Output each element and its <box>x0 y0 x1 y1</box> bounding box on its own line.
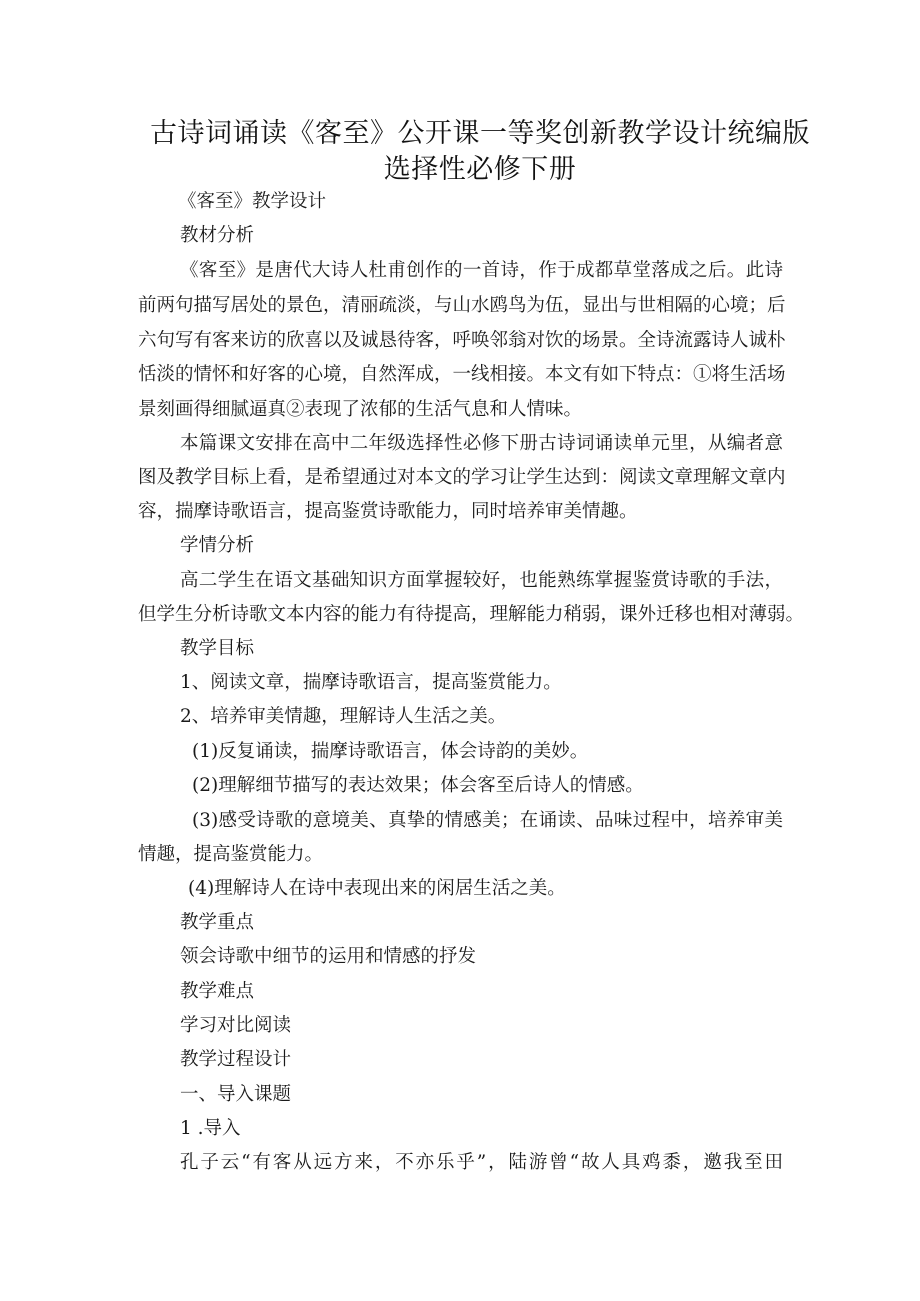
goal-subitem: (1)反复诵读，揣摩诗歌语言，体会诗韵的美妙。 <box>192 741 589 762</box>
paragraph-line: 容，揣摩诗歌语言，提高鉴赏诗歌能力，同时培养审美情趣。 <box>138 501 638 522</box>
section-heading-teaching-goals: 教学目标 <box>180 638 255 659</box>
paragraph-line: 学习对比阅读 <box>180 1015 292 1036</box>
goal-subitem-continued: 情趣，提高鉴赏能力。 <box>138 844 324 865</box>
section-heading-textbook-analysis: 教材分析 <box>180 225 255 246</box>
section-heading-difficulties: 教学难点 <box>180 981 255 1002</box>
document-title-line-2: 选择性必修下册 <box>383 154 577 185</box>
paragraph-line: 孔子云“有客从远方来，不亦乐乎”，陆游曾“故人具鸡黍，邀我至田 <box>180 1152 783 1173</box>
goal-subitem: (2)理解细节描写的表达效果；体会客至后诗人的情感。 <box>192 775 644 796</box>
document-title-line-1: 古诗词诵读《客至》公开课一等奖创新教学设计统编版 <box>150 118 810 149</box>
section-heading-key-points: 教学重点 <box>180 912 255 933</box>
goal-item: 2、培养审美情趣，理解诗人生活之美。 <box>180 706 507 727</box>
paragraph-line: 图及教学目标上看，是希望通过对本文的学习让学生达到：阅读文章理解文章内 <box>138 467 786 488</box>
doc-subtitle: 《客至》教学设计 <box>178 191 327 212</box>
paragraph-line: 六句写有客来访的欣喜以及诚恳待客，呼唤邻翁对饮的场景。全诗流露诗人诚朴 <box>138 330 786 351</box>
paragraph-line: 本篇课文安排在高中二年级选择性必修下册古诗词诵读单元里，从编者意 <box>180 433 783 454</box>
section-heading-student-analysis: 学情分析 <box>180 535 255 556</box>
section-heading-process: 教学过程设计 <box>180 1049 292 1070</box>
goal-item: 1、阅读文章，揣摩诗歌语言，提高鉴赏能力。 <box>180 672 562 693</box>
subsection-heading: 1 .导入 <box>180 1118 241 1139</box>
paragraph-line: 领会诗歌中细节的运用和情感的抒发 <box>180 946 477 967</box>
paragraph-line: 《客至》是唐代大诗人杜甫创作的一首诗，作于成都草堂落成之后。此诗 <box>180 260 783 281</box>
goal-subitem: (4)理解诗人在诗中表现出来的闲居生活之美。 <box>188 878 566 899</box>
subsection-heading: 一、导入课题 <box>180 1084 292 1105</box>
paragraph-line: 但学生分析诗歌文本内容的能力有待提高，理解能力稍弱，课外迁移也相对薄弱。 <box>138 604 805 625</box>
paragraph-line: 前两句描写居处的景色，清丽疏淡，与山水鸥鸟为伍，显出与世相隔的心境；后 <box>138 295 786 316</box>
goal-subitem: (3)感受诗歌的意境美、真挚的情感美；在诵读、品味过程中，培养审美 <box>192 810 783 831</box>
paragraph-line: 景刻画得细腻逼真②表现了浓郁的生活气息和人情味。 <box>138 399 583 420</box>
paragraph-line: 恬淡的情怀和好客的心境，自然浑成，一线相接。本文有如下特点：①将生活场 <box>138 364 786 385</box>
paragraph-line: 高二学生在语文基础知识方面掌握较好，也能熟练掌握鉴赏诗歌的手法， <box>180 570 783 591</box>
